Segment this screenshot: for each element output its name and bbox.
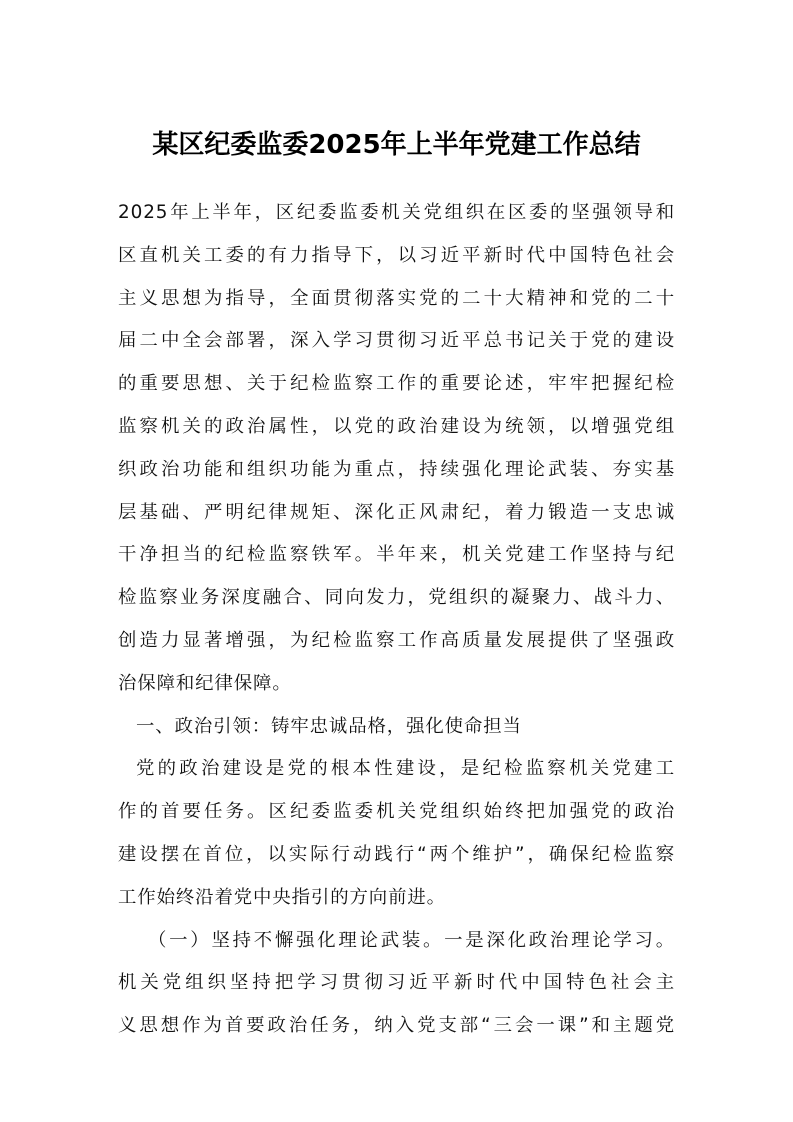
text-line: 区直机关工委的有力指导下，以习近平新时代中国特色社会 (118, 244, 675, 266)
text-line: 织政治功能和组织功能为重点，持续强化理论武装、夯实基 (118, 458, 675, 480)
text-line: 2025年上半年，区纪委监委机关党组织在区委的坚强领导和 (118, 202, 675, 223)
text-line: 党的政治建设是党的根本性建设，是纪检监察机关党建工 (136, 758, 675, 780)
text-line: 届二中全会部署，深入学习贯彻习近平总书记关于党的建设 (118, 330, 675, 352)
text-line: 建设摆在首位，以实际行动践行“两个维护”，确保纪检监察 (118, 843, 675, 865)
text-line: 义思想作为首要政治任务，纳入党支部“三会一课”和主题党 (118, 1015, 675, 1037)
text-line: 治保障和纪律保障。 (118, 672, 292, 694)
text-line: 一、政治引领：铸牢忠诚品格，强化使命担当 (136, 715, 522, 737)
text-line: 层基础、严明纪律规矩、深化正风肃纪，着力锻造一支忠诚 (118, 501, 675, 523)
text-line: 检监察业务深度融合、同向发力，党组织的凝聚力、战斗力、 (118, 587, 675, 609)
text-line: 创造力显著增强，为纪检监察工作高质量发展提供了坚强政 (118, 629, 675, 651)
text-line: （一）坚持不懈强化理论武装。一是深化政治理论学习。 (148, 929, 675, 951)
text-line: 作的首要任务。区纪委监委机关党组织始终把加强党的政治 (118, 801, 675, 823)
text-line: 监察机关的政治属性，以党的政治建设为统领，以增强党组 (118, 415, 675, 437)
text-line: 机关党组织坚持把学习贯彻习近平新时代中国特色社会主 (118, 972, 675, 994)
document-body (118, 192, 675, 1048)
text-line: 干净担当的纪检监察铁军。半年来，机关党建工作坚持与纪 (118, 544, 675, 566)
text-line: 主义思想为指导，全面贯彻落实党的二十大精神和党的二十 (118, 287, 675, 309)
text-line: 的重要思想、关于纪检监察工作的重要论述，牢牢把握纪检 (118, 373, 675, 395)
text-line: 工作始终沿着党中央指引的方向前进。 (118, 886, 446, 908)
document-title: 某区纪委监委2025年上半年党建工作总结 (152, 130, 641, 160)
